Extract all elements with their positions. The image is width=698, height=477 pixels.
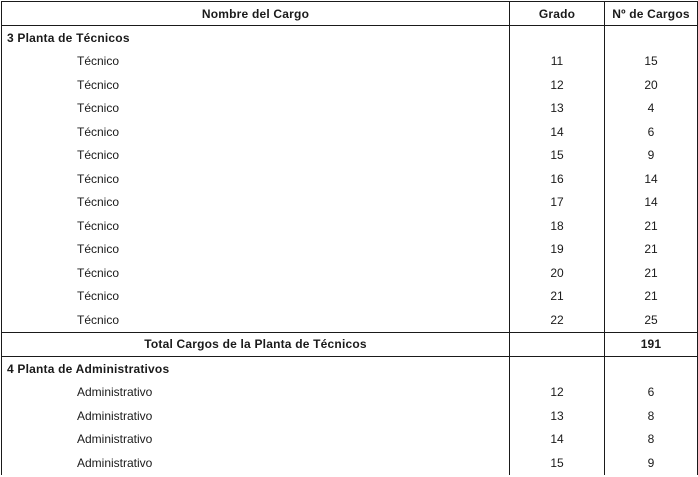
cargo-name-cell: Administrativo [2, 428, 510, 452]
cargo-name-cell: Técnico [2, 261, 510, 285]
table-row [2, 73, 698, 97]
table-row [2, 308, 698, 332]
cargo-name-cell: Técnico [2, 167, 510, 191]
grado-cell: 15 [510, 451, 605, 475]
cargos-count-cell: 6 [605, 120, 698, 144]
cargo-name-cell: Técnico [2, 73, 510, 97]
cargo-table [1, 1, 698, 475]
section-title: 4 Planta de Administrativos [2, 357, 510, 381]
cargos-count-cell: 8 [605, 428, 698, 452]
table-row [2, 238, 698, 262]
cargo-name-cell: Administrativo [2, 404, 510, 428]
section-grade-empty [510, 26, 605, 50]
grado-cell: 14 [510, 428, 605, 452]
table-row [2, 428, 698, 452]
cargos-count-cell: 21 [605, 238, 698, 262]
cargo-name-cell: Administrativo [2, 451, 510, 475]
table-body [2, 26, 698, 475]
table-row [2, 261, 698, 285]
table-row [2, 214, 698, 238]
header-numero-de-cargos: Nº de Cargos [605, 2, 698, 26]
cargos-count-cell: 9 [605, 451, 698, 475]
total-label: Total Cargos de la Planta de Técnicos [2, 332, 510, 357]
grado-cell: 13 [510, 404, 605, 428]
section-header-row [2, 26, 698, 50]
grado-cell: 14 [510, 120, 605, 144]
cargo-name-cell: Administrativo [2, 381, 510, 405]
header-grado: Grado [510, 2, 605, 26]
cargo-name-cell: Técnico [2, 191, 510, 215]
header-nombre-del-cargo: Nombre del Cargo [2, 2, 510, 26]
table-row [2, 404, 698, 428]
grado-cell: 20 [510, 261, 605, 285]
table-row [2, 144, 698, 168]
section-header-row [2, 357, 698, 381]
cargo-name-cell: Técnico [2, 285, 510, 309]
cargos-count-cell: 25 [605, 308, 698, 332]
table-row [2, 451, 698, 475]
grado-cell: 21 [510, 285, 605, 309]
cargo-name-cell: Técnico [2, 308, 510, 332]
total-value: 191 [605, 332, 698, 357]
grado-cell: 11 [510, 50, 605, 74]
cargo-name-cell: Técnico [2, 144, 510, 168]
section-grade-empty [510, 357, 605, 381]
grado-cell: 22 [510, 308, 605, 332]
section-count-empty [605, 26, 698, 50]
cargos-count-cell: 4 [605, 97, 698, 121]
grado-cell: 17 [510, 191, 605, 215]
grado-cell: 13 [510, 97, 605, 121]
cargos-count-cell: 21 [605, 285, 698, 309]
cargo-name-cell: Técnico [2, 97, 510, 121]
cargo-name-cell: Técnico [2, 120, 510, 144]
section-count-empty [605, 357, 698, 381]
grado-cell: 19 [510, 238, 605, 262]
cargos-count-cell: 14 [605, 167, 698, 191]
table-row [2, 381, 698, 405]
grado-cell: 12 [510, 73, 605, 97]
cargos-count-cell: 14 [605, 191, 698, 215]
grado-cell: 15 [510, 144, 605, 168]
cargos-count-cell: 20 [605, 73, 698, 97]
cargos-count-cell: 21 [605, 261, 698, 285]
total-row [2, 332, 698, 357]
table-row [2, 191, 698, 215]
grado-cell: 12 [510, 381, 605, 405]
table-header-row [2, 2, 698, 26]
cargos-count-cell: 21 [605, 214, 698, 238]
cargo-name-cell: Técnico [2, 214, 510, 238]
cargos-count-cell: 9 [605, 144, 698, 168]
table-row [2, 167, 698, 191]
grado-cell: 16 [510, 167, 605, 191]
grado-cell: 18 [510, 214, 605, 238]
cargo-name-cell: Técnico [2, 238, 510, 262]
cargos-count-cell: 6 [605, 381, 698, 405]
cargos-count-cell: 15 [605, 50, 698, 74]
total-grade-empty [510, 332, 605, 357]
table-row [2, 50, 698, 74]
cargos-count-cell: 8 [605, 404, 698, 428]
table-row [2, 285, 698, 309]
table-row [2, 97, 698, 121]
table-row [2, 120, 698, 144]
section-title: 3 Planta de Técnicos [2, 26, 510, 50]
cargo-name-cell: Técnico [2, 50, 510, 74]
